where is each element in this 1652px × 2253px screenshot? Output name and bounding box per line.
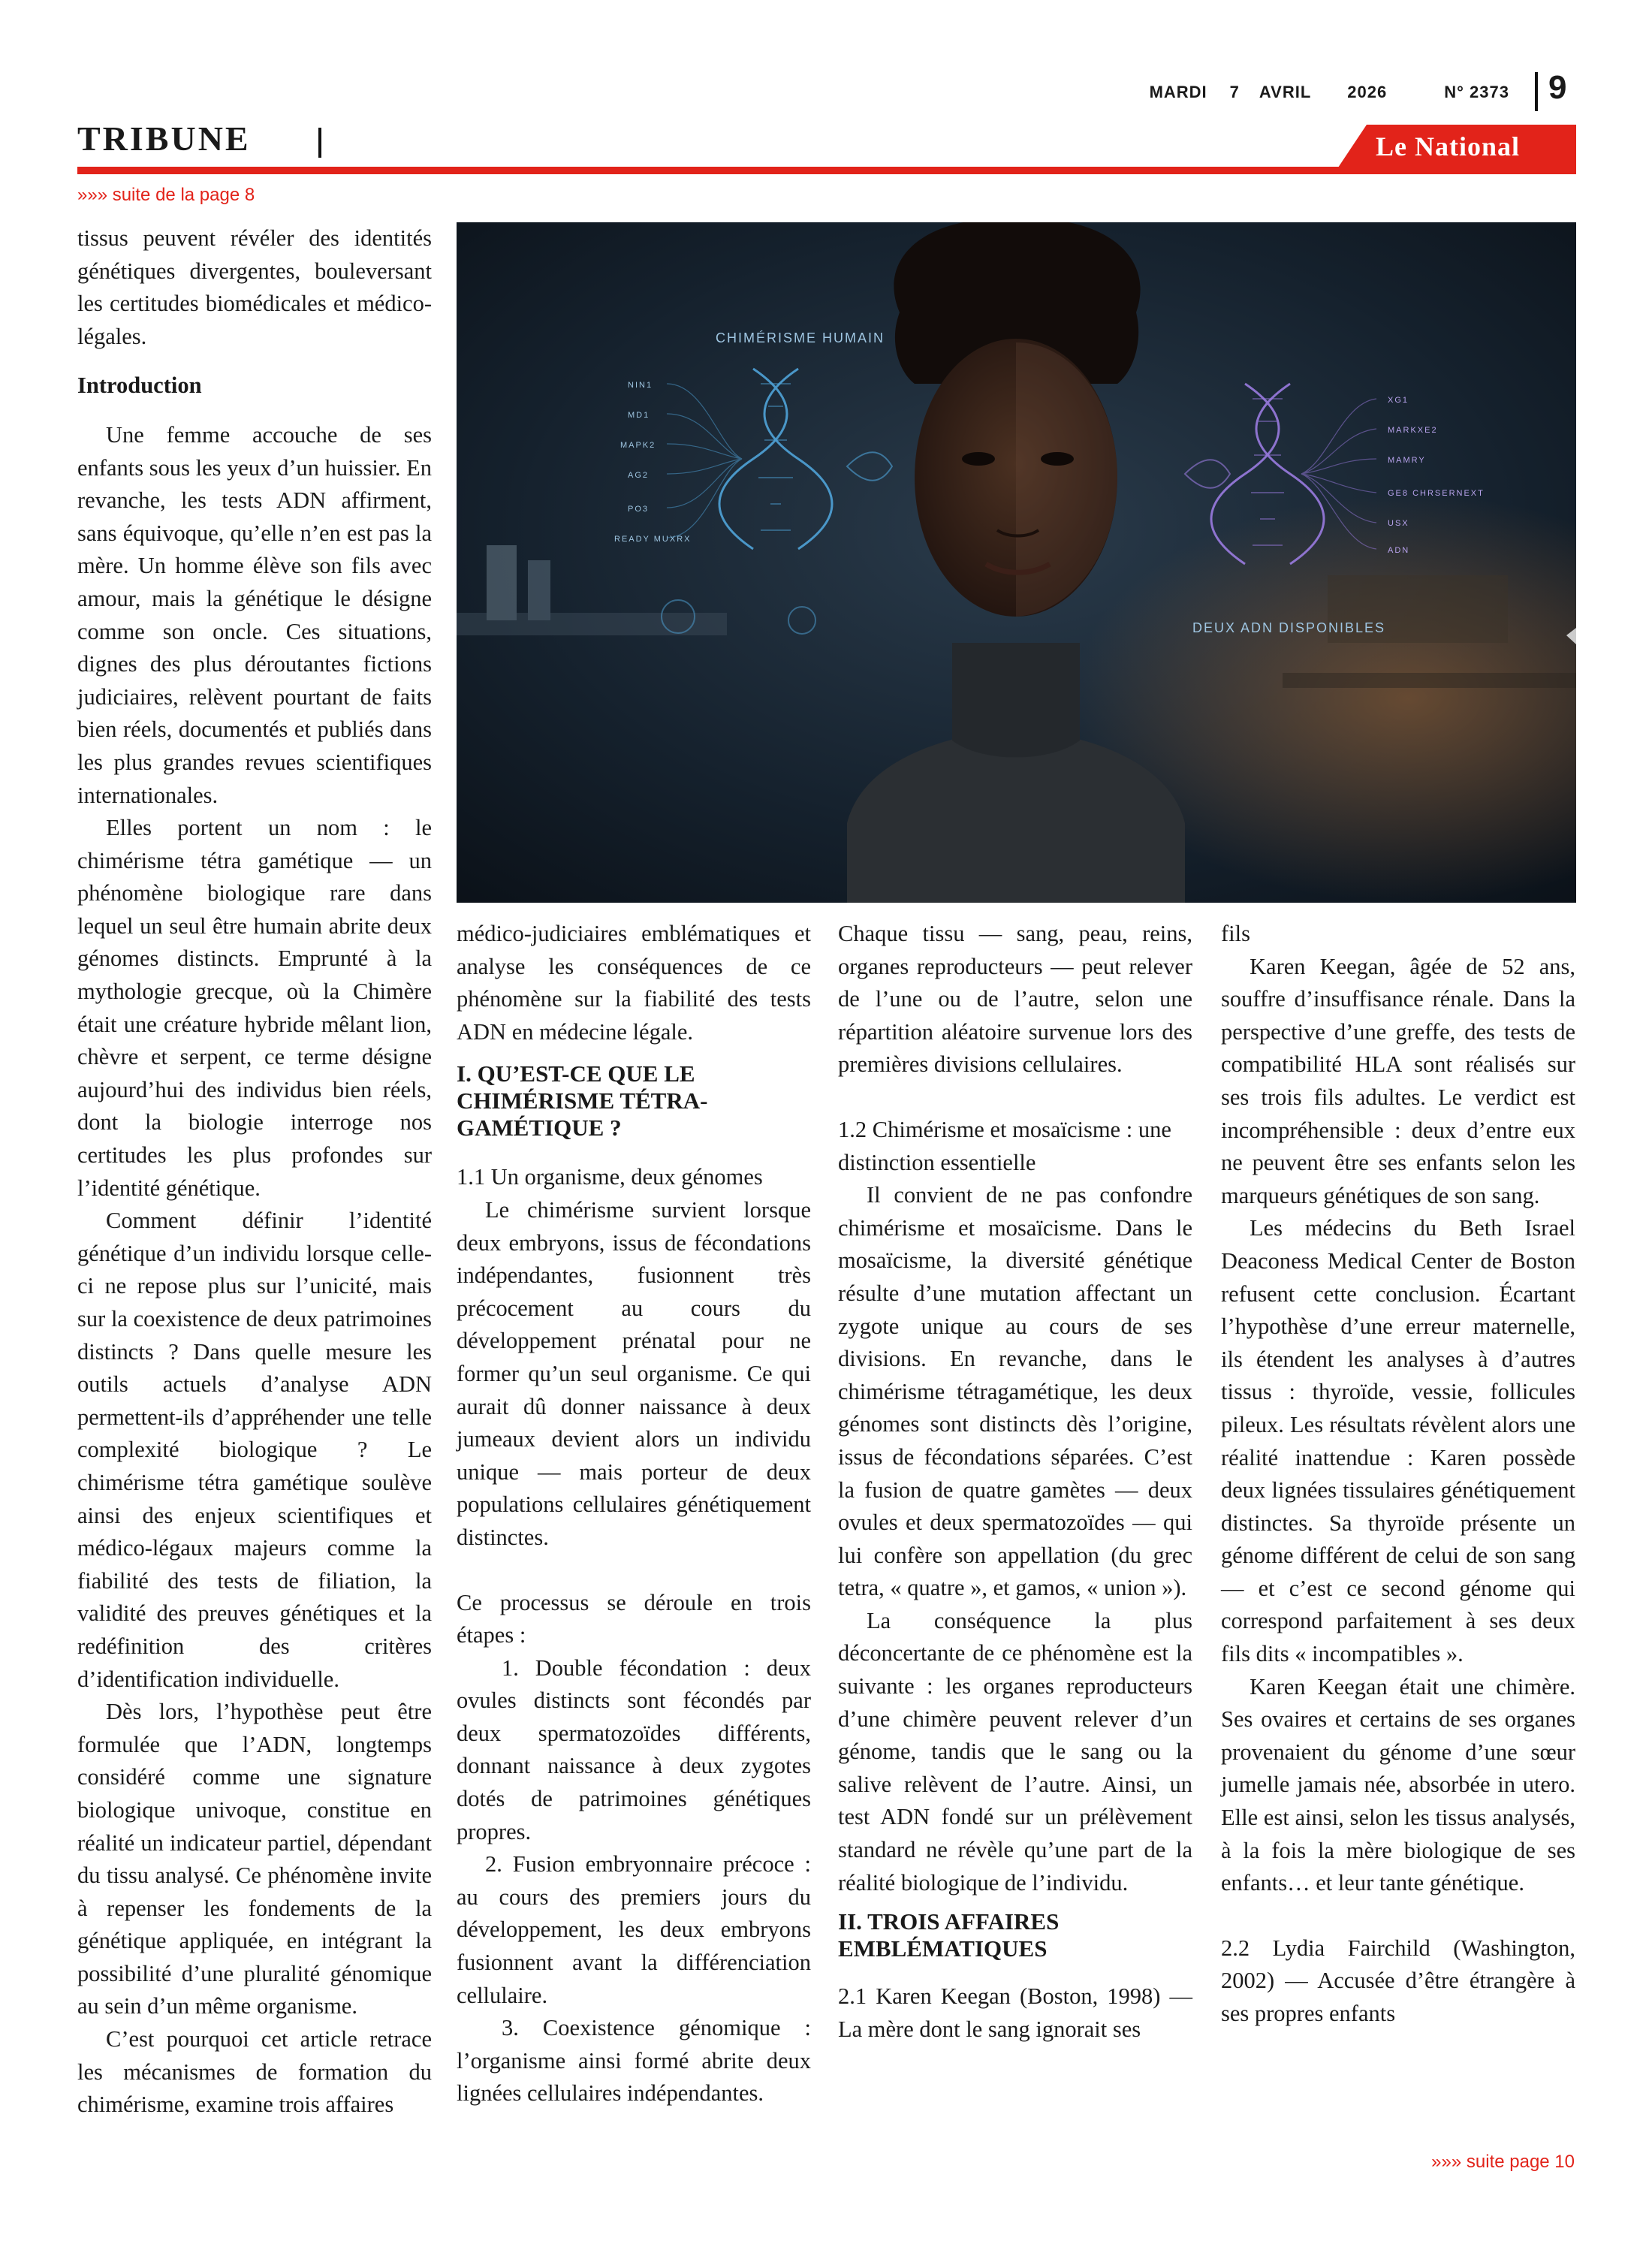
subheading: 2.2 Lydia Fairchild (Washington, 2002) — Accusée d’être étrangère à ses propres enfants [1221,1935,1575,2026]
paragraph: Chaque tissu — sang, peau, reins, organes reproducteurs — peut relever de l’une ou de l’autre, selon une répartition aléatoire survenue lors des premières divisions cellulaires. [838,921,1192,1078]
date-day: MARDI [1149,83,1207,101]
paragraph: Ce processus se déroule en trois étapes : [457,1589,811,1648]
hud-label-left: CHIMÉRISME HUMAIN [716,330,885,345]
paragraph: La conséquence la plus déconcertante de ce phénomène est la suivante : les organes reproducteurs d’une chimère peuvent relever d’un génome, tandis que le sang ou la salive relèvent de l’autre. Ainsi, un test ADN fondé sur un prélèvement standard ne révèle qu’une part de la réalité biologique de l’individu. [838,1607,1192,1896]
date-number: 7 [1229,83,1240,101]
paragraph: Les médecins du Beth Israel Deaconess Medical Center de Boston refusent cette conclusion. Écartant l’hypothèse d’une erreur maternelle, ils étendent les analyses à d’autres tissus : thyroïde, vessie, follicules pileux. Les résultats révèlent alors une réalité inattendue : Karen possède deux lignées tissulaires génétiquement distinctes. Sa thyroïde présente un génome différent de celui de son sang — et c’est ce second génome qui correspond parfaitement à ses deux fils dits « incompatibles ». [1221,1215,1575,1667]
marker-right-2: MARKXE2 [1388,426,1438,435]
introduction-heading: Introduction [77,372,202,399]
article-column-3 [838,918,1192,2046]
list-item: 3. Coexistence génomique : l’organisme ainsi formé abrite deux lignées cellulaires indépendantes. [457,2015,811,2107]
marker-left-6: READY MUXRX [614,535,692,544]
marker-left-4: AG2 [628,471,650,480]
page-number-divider [1535,72,1538,111]
paragraph: Le chimérisme survient lorsque deux embryons, issus de fécondations indépendantes, fusionnent très précocement au cours du développement prénatal pour ne former qu’un seul organisme. Ce qui aurait dû donner naissance à deux jumeaux devient alors un individu unique — mais porteur de deux populations cellulaires génétiquement distinctes. [457,1196,811,1550]
paragraph: tissus peuvent révéler des identités génétiques divergentes, bouleversant les certitudes biomédicales et médico-légales. [77,225,432,349]
subheading: 2.1 Karen Keegan (Boston, 1998) — La mère dont le sang ignorait ses [838,1983,1192,2042]
marker-right-5: USX [1388,519,1409,528]
continued-to[interactable]: »»» suite page 10 [1431,2152,1575,2172]
article-column-2 [457,918,811,2110]
article-photo [457,222,1576,903]
marker-left-3: MAPK2 [620,441,656,450]
article-column-4 [1221,918,1575,2031]
header-rule [77,167,1576,174]
paragraph: Karen Keegan était une chimère. Ses ovaires et certains de ses organes provenaient du génome d’une sœur jumelle jamais née, absorbée in utero. Elle est ainsi, selon les tissus analysés, à la fois la mère biologique de ses enfants… et leur tante génétique. [1221,1673,1575,1896]
brand-name: Le National [1376,131,1521,161]
paragraph: C’est pourquoi cet article retrace les mécanismes de formation du chimérisme, examine trois affaires [77,2026,432,2118]
paragraph: Dès lors, l’hypothèse peut être formulée que l’ADN, longtemps considéré comme une signature biologique univoque, constitue en réalité un indicateur partiel, dépendant du tissu analysé. Ce phénomène invite à repenser les fondements de la génétique appliquée, en intégrant la possibilité d’une pluralité génomique au sein d’un même organisme. [77,1699,432,2019]
list-item: 2. Fusion embryonnaire précoce : au cours des premiers jours du développement, les deux embryons fusionnent avant la différenciation cellulaire. [457,1851,811,2008]
marker-right-4: GE8 CHRSERNEXT [1388,489,1485,498]
marker-right-6: ADN [1388,546,1410,555]
marker-left-5: PO3 [628,505,650,514]
paragraph: Il convient de ne pas confondre chimérisme et mosaïcisme. Dans le mosaïcisme, la diversité génétique résulte d’une mutation affectant un zygote unique au cours de ses divisions. En revanche, dans le chimérisme tétragamétique, les deux génomes sont distincts dès l’origine, issus de fécondations séparées. C’est la fusion de quatre gamètes — deux ovules et deux spermatozoïdes — qui lui confère son appellation (du grec tetra, « quatre », et gamos, « union »). [838,1182,1192,1601]
marker-left-1: NIN1 [628,381,653,390]
paragraph: médico-judiciaires emblématiques et analyse les conséquences de ce phénomène sur la fiabilité des tests ADN en médecine légale. [457,921,811,1045]
section-heading: II. TROIS AFFAIRES EMBLÉMATIQUES [838,1908,1060,1962]
section-heading: I. QU’EST-CE QUE LE CHIMÉRISME TÉTRA-GAMÉTIQUE ? [457,1060,708,1142]
paragraph: fils [1221,921,1250,946]
subheading: 1.1 Un organisme, deux génomes [457,1164,763,1190]
date-month: AVRIL [1259,83,1312,101]
paragraph: Elles portent un nom : le chimérisme tétra gamétique — un phénomène biologique rare dans lequel un seul être humain abrite deux génomes distincts. Emprunté à la mythologie grecque, où la Chimère était une créature hybride mêlant lion, chèvre et serpent, ce terme désigne aujourd’hui des individus bien réels, dont la biologie interroge nos certitudes les plus profondes sur l’identité génétique. [77,815,432,1201]
marker-right-1: XG1 [1388,396,1409,405]
paragraph: Karen Keegan, âgée de 52 ans, souffre d’insuffisance rénale. Dans la perspective d’une greffe, des tests de compatibilité HLA sont réalisés sur ses trois fils adultes. Le verdict est incompréhensible : deux d’entre eux ne peuvent être ses enfants selon les marqueurs génétiques de son sang. [1221,953,1575,1208]
section-divider [318,128,321,158]
list-item: 1. Double fécondation : deux ovules distincts sont fécondés par deux spermatozoïdes différents, donnant naissance à deux zygotes dotés de patrimoines génétiques propres. [457,1654,811,1844]
page-number: 9 [1548,69,1567,106]
paragraph: Une femme accouche de ses enfants sous les yeux d’un huissier. En revanche, les tests ADN affirment, sans équivoque, qu’elle n’en est pas la mère. Un homme élève son fils avec amour, mais la génétique le désigne comme son oncle. Ces situations, dignes des plus déroutantes fictions judiciaires, relèvent pourtant de faits bien réels, documentés et publiés dans les plus grandes revues scientifiques internationales. [77,421,432,808]
section-title: TRIBUNE [77,119,251,158]
continued-from[interactable]: »»» suite de la page 8 [77,185,255,205]
hud-label-right: DEUX ADN DISPONIBLES [1192,620,1386,635]
issue-number: N° 2373 [1444,83,1509,101]
marker-right-3: MAMRY [1388,456,1426,465]
paragraph: Comment définir l’identité génétique d’un individu lorsque celle-ci ne repose plus sur l’unicité, mais sur la coexistence de deux patrimoines distincts ? Dans quelle mesure les outils actuels d’analyse ADN permettent-ils d’appréhender une telle complexité biologique ? Le chimérisme tétra gamétique soulève ainsi des enjeux scientifiques et médico-légaux majeurs comme la fiabilité des tests de filiation, la validité des preuves génétiques et la redéfinition des critères d’identification individuelle. [77,1208,432,1692]
date-year: 2026 [1347,83,1388,101]
article-column-1 [77,222,432,2122]
marker-left-2: MD1 [628,411,650,420]
subheading: 1.2 Chimérisme et mosaïcisme : une distinction essentielle [838,1116,1171,1175]
dateline [1150,83,1509,102]
